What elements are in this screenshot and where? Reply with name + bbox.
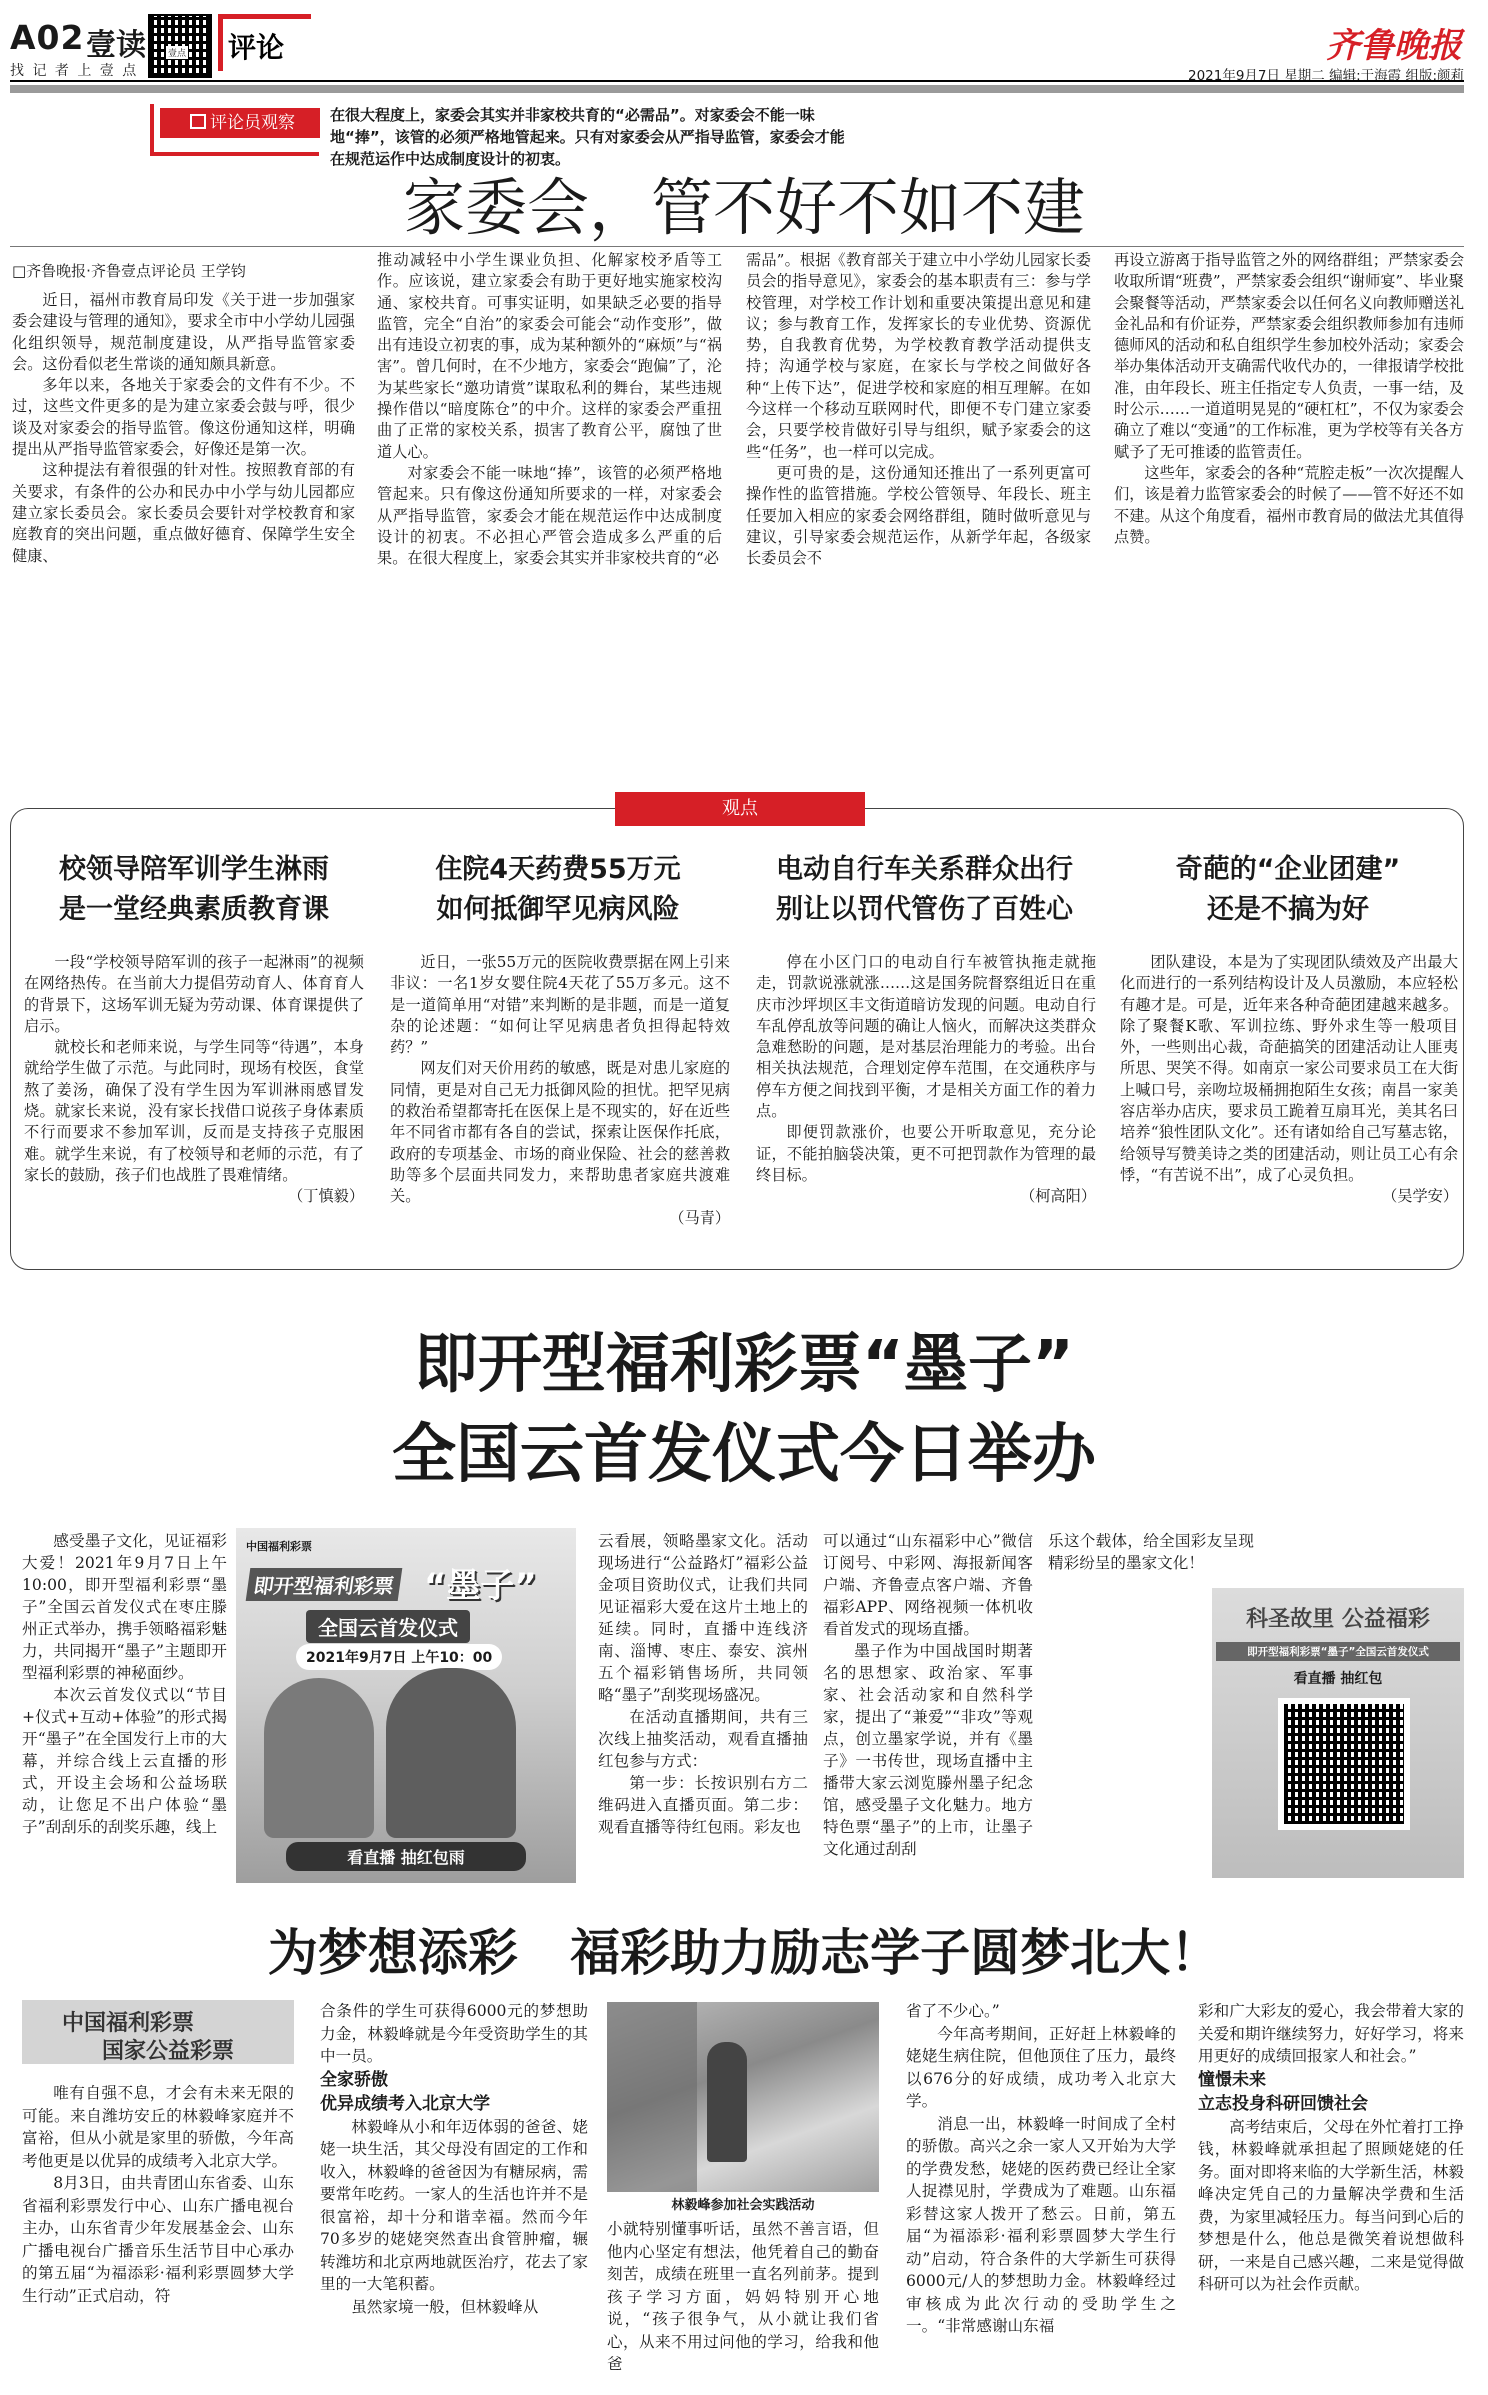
viewpoint-4-author: （吴学安） [1382,1187,1458,1206]
paragraph: 近日，一张55万元的医院收费票据在网上引来非议：一名1岁女婴住院4天花了55万多元。这不是一道简单用“对错”来判断的是非题，而是一道复杂的论述题：“如何让罕见病患者负担得起特效药？” 网友们对天价用药的敏感，既是对患儿家庭的同情，更是对自己无力抵御风险的担忧。把罕见病的救治希望都寄托在医保上是不现实的，好在近些年不同省市都有各自的尝试，探索让医保作托底，政府的专项基金、市场的商业保险、社会的慈善救助等多个层面共同发力，来帮助患者家庭共渡难关。 [390,953,730,1206]
paragraph: 乐这个载体，给全国彩友呈现精彩纷呈的墨家文化！ [1048,1532,1254,1572]
paragraph: 感受墨子文化，见证福彩大爱！2021年9月7日上午10:00，即开型福利彩票“墨子”全国云首发仪式在枣庄滕州正式举办，携手领略福彩魅力，共同揭开“墨子”主题即开型福利彩票的神秘面纱。 [22,1532,227,1682]
welfare-logo-line1: 中国福利彩票 [62,2011,195,2036]
viewpoint-3-body [756,952,1096,1252]
viewpoint-1-author: （丁慎毅） [288,1187,364,1206]
qr-poster-line3: 看直播 抽红包 [1293,1671,1383,1687]
lottery-poster [236,1528,576,1883]
lead-column-4 [1114,250,1464,780]
student-column-2 [320,2000,588,2385]
masthead-rule [10,80,1464,82]
paragraph: 虽然家境一般，但林毅峰从 [351,2297,539,2316]
student-headline: 为梦想添彩 福彩助力励志学子圆梦北大！ [267,1924,1221,1982]
qr-poster-line1: 科圣故里 公益福彩 [1246,1607,1430,1632]
viewpoint-2-title: 住院4天药费55万元 如何抵御罕见病风险 [435,854,681,925]
poster-event: 全国云首发仪式 [306,1610,470,1643]
paragraph: 消息一出，林毅峰一时间成了全村的骄傲。高兴之余一家人又开始为大学的学费发愁，姥姥的医药费已经让全家人捉襟见肘，学费成为了难题。山东福彩替这家人拨开了愁云。日前，第五届“为福添彩·福利彩票圆梦大学生行动”启动，符合条件的大学新生可获得6000元/人的梦想助力金。林毅峰经过审核成为此次行动的受助学生之一。“非常感谢山东福 [906,2114,1176,2335]
student-photo-caption: 林毅峰参加社会实践活动 [671,2198,815,2213]
subheading: 优异成绩考入北京大学 [320,2093,490,2114]
newspaper-icon [190,114,206,129]
paragraph: 推动减轻中小学生课业负担、化解家校矛盾等工作。应该说，建立家委会有助于更好地实施家校沟通、家校共育。可事实证明，如果缺乏必要的指导监管，完全“自治”的家委会可能会“动作变形”，做出有违设立初衷的事，成为某种额外的“麻烦”与“祸害”。曾几何时，在不少地方，家委会“跑偏”了，沦为某些家长“邀功请赏”谋取私利的舞台，某些违规操作借以“暗度陈仓”的中介。这样的家委会严重扭曲了正常的家校关系，损害了教育公平，腐蚀了世道人心。 [377,251,722,461]
paragraph: 对家委会不能一味地“捧”，该管的必须严格地管起来。只有像这份通知所要求的一样，对家委会从严指导监管，家委会才能在规范运作中达成制度设计的初衷。不必担心严管会造成多么严重的后果。在很大程度上，家委会其实并非家校共育的“必 [377,463,722,568]
photo-person [707,2042,747,2162]
paragraph: 今年高考期间，正好赶上林毅峰的姥姥生病住院，但他顶住了压力，最终以676分的好成绩，成功考入北京大学。 [906,2024,1176,2110]
masthead-tagline: 找 记 者 上 壹 点 [10,63,139,79]
paragraph: 在活动直播期间，共有三次线上抽奖活动，观看直播抽红包参与方式： [598,1708,808,1770]
welfare-logo-line2: 国家公益彩票 [102,2039,235,2064]
paragraph: 小就特别懂事听话，虽然不善言语，但他内心坚定有想法，他凭着自己的勤奋刻苦，成绩在班里一直名列前茅。提到孩子学习方面，妈妈特别开心地说，“孩子很争气，从小就让我们省心，从来不用过问他的学习，给我和他爸 [607,2220,879,2373]
paragraph: 本次云首发仪式以“节目+仪式+互动+体验”的形式揭开“墨子”在全国发行上市的大幕，并综合线上云直播的形式，开设主会场和公益场联动，让您足不出户体验“墨子”刮刮乐的刮奖乐趣，线上 [22,1686,227,1836]
viewpoint-3-author: （柯高阳） [1020,1187,1096,1206]
paragraph: 彩和广大彩友的爱心，我会带着大家的关爱和期许继续努力，好好学习，将来用更好的成绩回报家人和社会。” [1198,2002,1464,2065]
student-photo [607,2002,879,2192]
masthead-gray-band [10,85,1464,93]
paragraph: 团队建设，本是为了实现团队绩效及产出最大化而进行的一系列结构设计及人员激励，本应轻松有趣才是。可是，近年来各种奇葩团建越来越多。除了聚餐K歌、军训拉练、野外求生等一般项目外，一些则出心裁，奇葩搞笑的团建活动让人匪夷所思、哭笑不得。如南京一家公司要求员工在大街上喊口号，亲吻垃圾桶拥抱陌生女孩；南昌一家美容店举办店庆，要求员工跪着互扇耳光，美其名曰培养“狼性团队文化”。还有诸如给自己写墓志铭，给领导写赞美诗之类的团建活动，则让员工心有余悸，“有苦说不出”，成了心灵负担。 [1120,953,1458,1184]
poster-bottom: 看直播 抽红包雨 [286,1842,526,1871]
viewpoint-2-body [390,952,730,1252]
paragraph: 这些年，家委会的各种“荒腔走板”一次次提醒人们，该是着力监管家委会的时候了——管不好还不如不建。从这个角度看，福州市教育局的做法尤其值得点赞。 [1114,463,1464,546]
subheading: 全家骄傲 [320,2069,388,2090]
paragraph: 唯有自强不息，才会有未来无限的可能。来自潍坊安丘的林毅峰家庭并不富裕，但从小就是家里的骄傲，今年高考他更是以优异的成绩考入北京大学。 [22,2084,294,2170]
lottery-column-1 [22,1530,227,1880]
welfare-logo [22,2000,294,2064]
poster-name: “墨子” [424,1566,537,1606]
paragraph: 云看展，领略墨家文化。活动现场进行“公益路灯”福彩公益金项目资助仪式，让我们共同见证福彩大爱在这片土地上的延续。同时，直播中连线济南、淄博、枣庄、泰安、滨州五个福彩销售场所，共同领略“墨子”刮奖现场盛况。 [598,1532,808,1704]
qr-caption: 壹点 [166,46,188,59]
lead-byline: □齐鲁晚报·齐鲁壹点评论员 王学钧 [12,262,246,280]
paragraph: 更可贵的是，这份通知还推出了一系列更富可操作性的监管措施。学校公管领导、年段长、班主任要加入相应的家委会网络群组，随时做听意见与建议，引导家委会规范运作，从新学年起，各级家长委员会不 [746,463,1091,568]
student-column-5 [1198,2000,1464,2385]
paragraph: 合条件的学生可获得6000元的梦想助力金，林毅峰就是今年受资助学生的其中一员。 [320,2002,588,2065]
lottery-column-2 [598,1530,808,1880]
lead-column-2 [377,250,722,780]
student-column-1 [22,2082,294,2382]
subheading: 立志投身科研回馈社会 [1198,2093,1368,2114]
lottery-column-3 [823,1530,1033,1880]
paragraph: 近日，福州市教育局印发《关于进一步加强家委会建设与管理的通知》，要求全市中小学幼儿园强化组织领导，规范制度建设，从严指导监管家委会。这份看似老生常谈的通知颇具新意。 [12,291,355,373]
student-column-4 [906,2000,1176,2385]
poster-time: 2021年9月7日 上午10：00 [296,1644,502,1670]
lead-column-3 [746,250,1091,780]
viewpoint-2-author: （马青） [669,1208,730,1227]
poster-person-right [386,1668,516,1838]
lottery-headline: 即开型福利彩票“墨子” 全国云首发仪式今日举办 [392,1328,1096,1492]
subheading: 憧憬未来 [1198,2069,1266,2090]
paragraph: 多年以来，各地关于家委会的文件有不少。不过，这些文件更多的是为建立家委会鼓与呼，很少谈及对家委会的指导监管。像这份通知这样，明确提出从严指导监管家委会，好像还是第一次。 [12,376,355,459]
poster-logo: 中国福利彩票 [246,1540,312,1553]
section-name: 壹读 [86,28,146,63]
photo-tree [607,2002,697,2192]
lead-headline: 家委会，管不好不如不建 [402,171,1085,244]
lottery-qr-poster [1212,1588,1464,1878]
viewpoint-4-title: 奇葩的“企业团建” 还是不搞为好 [1175,854,1401,925]
paragraph: 8月3日，由共青团山东省委、山东省福利彩票发行中心、山东广播电视台主办，山东省青少年发展基金会、山东广播电视台广播音乐生活节目中心承办的第五届“为福添彩·福利彩票圆梦大学生行动”正式启动，符 [22,2174,294,2305]
lottery-qr-code[interactable] [1278,1698,1410,1830]
lead-column-1 [12,290,355,780]
paragraph: 林毅峰从小和年迈体弱的爸爸、姥姥一块生活，其父母没有固定的工作和收入，林毅峰的爸爸因为有糖尿病，需要常年吃药。一家人的生活也许并不是很富裕，却十分和谐幸福。然而今年70多岁的姥姥突然查出食管肿瘤，辗转潍坊和北京两地就医治疗，花去了家里的一大笔积蓄。 [320,2117,588,2293]
lead-headline-rule [10,246,1464,247]
viewpoints-label: 观点 [615,792,865,826]
paragraph: 这种提法有着很强的针对性。按照教育部的有关要求，有条件的公办和民办中小学与幼儿园都应建立家长委员会。家长委员会要针对学校教育和家庭教育的突出问题，重点做好德育、保障学生安全健康、 [12,461,355,565]
paragraph: 墨子作为中国战国时期著名的思想家、政治家、军事家、社会活动家和自然科学家，提出了“兼爱”“非攻”等观点，创立墨家学说，并有《墨子》一书传世，现场直播中主播带大家云浏览滕州墨子纪念馆，感受墨子文化魅力。地方特色票“墨子”的上市，让墨子文化通过刮刮 [823,1642,1033,1858]
paragraph: 停在小区门口的电动自行车被管执拖走就拖走，罚款说涨就涨……这是国务院督察组近日在重庆市沙坪坝区丰文街道暗访发现的问题。电动自行车乱停乱放等问题的确让人恼火，而解决这类群众急难愁盼的问题，是对基层治理能力的考验。出台相关执法规范，合理划定停车范围，在交通秩序与停车方便之间找到平衡，才是相关方面工作的着力点。 即便罚款涨价，也要公开听取意见，充分论证，不能拍脑袋决策，更不可把罚款作为管理的最终目标。 [756,953,1096,1184]
viewpoint-1-body [24,952,364,1252]
paragraph: 第一步：长按识别右方二维码进入直播页面。第二步：观看直播等待红包雨。彩友也 [598,1774,808,1836]
paper-logo: 齐鲁晚报 [1326,26,1462,66]
lead-label: 评论员观察 [160,108,320,138]
viewpoint-1-title: 校领导陪军训学生淋雨 是一堂经典素质教育课 [59,854,329,925]
page-number: A02 [10,18,85,57]
paragraph: 高考结束后，父母在外忙着打工挣钱，林毅峰就承担起了照顾姥姥的任务。面对即将来临的大学新生活，林毅峰决定凭自己的力量解决学费和生活费，为家里减轻压力。每当问到心后的梦想是什么，他总是微笑着说想做科研，一来是自己感兴趣，二来是觉得做科研可以为社会作贡献。 [1198,2117,1464,2293]
paragraph: 可以通过“山东福彩中心”微信订阅号、中彩网、海报新闻客户端、齐鲁壹点客户端、齐鲁福彩APP、网络视频一体机收看首发式的现场直播。 [823,1532,1033,1638]
student-column-3 [607,2218,879,2388]
viewpoint-3-title: 电动自行车关系群众出行 别让以罚代管伤了百姓心 [776,854,1073,925]
paragraph: 一段“学校领导陪军训的孩子一起淋雨”的视频在网络热传。在当前大力提倡劳动育人、体育育人的背景下，这场军训无疑为劳动课、体育课提供了启示。 就校长和老师来说，与学生同等“待遇”，本身就给学生做了示范。与此同时，现场有校医，食堂熬了姜汤，确保了没有学生因为军训淋雨感冒发烧。就家长来说，没有家长找借口说孩子身体素质不行而要求不参加军训，反而是支持孩子克服困难。就学生来说，有了校领导和老师的示范，有了家长的鼓励，孩子们也战胜了畏难情绪。 [24,953,364,1184]
viewpoint-4-body [1120,952,1458,1252]
section-badge: 评论 [228,31,285,64]
paragraph: 再设立游离于指导监管之外的网络群组；严禁家委会收取所谓“班费”，严禁家委会组织“谢师宴”、毕业聚会聚餐等活动，严禁家委会以任何名义向教师赠送礼金礼品和有价证券，严禁家委会组织教师参加有违师德师风的活动和私自组织学生参加校外活动；家委会举办集体活动开支确需代收代办的，一律报请学校批准，由年段长、班主任指定专人负责，一事一结，及时公示……一道道明晃晃的“硬杠杠”，不仅为家委会确立了难以“变通”的工作标准，更为学校等有关各方赋予了无可推诿的监管责任。 [1114,251,1464,461]
poster-person-left [264,1678,374,1838]
poster-type: 即开型福利彩票 [246,1568,403,1601]
lottery-column-4 [1048,1530,1254,1590]
paragraph: 需品”。根据《教育部关于建立中小学幼儿园家长委员会的指导意见》，家委会的基本职责有三：参与学校管理，对学校工作计划和重要决策提出意见和建议；参与教育工作，发挥家长的专业优势、资源优势，自我教育优势，为学校教育教学活动提供支持；沟通学校与家庭，在家长与学校之间做好各种“上传下达”，促进学校和家庭的相互理解。在如今这样一个移动互联网时代，即便不专门建立家委会，只要学校肯做好引导与组织，赋予家委会的这些“任务”，也一样可以完成。 [746,251,1091,461]
qr-poster-line2: 即开型福利彩票“墨子”全国云首发仪式 [1216,1642,1460,1661]
paragraph: 省了不少心。” [906,2002,1000,2020]
date-line: 2021年9月7日 星期二 编辑:于海霞 组版:颜莉 [1187,68,1464,84]
lead-summary: 在很大程度上，家委会其实并非家校共育的“必需品”。对家委会不能一味地“捧”，该管的必须严格地管起来。只有对家委会从严指导监管，家委会才能在规范运作中达成制度设计的初衷。 [330,106,845,168]
